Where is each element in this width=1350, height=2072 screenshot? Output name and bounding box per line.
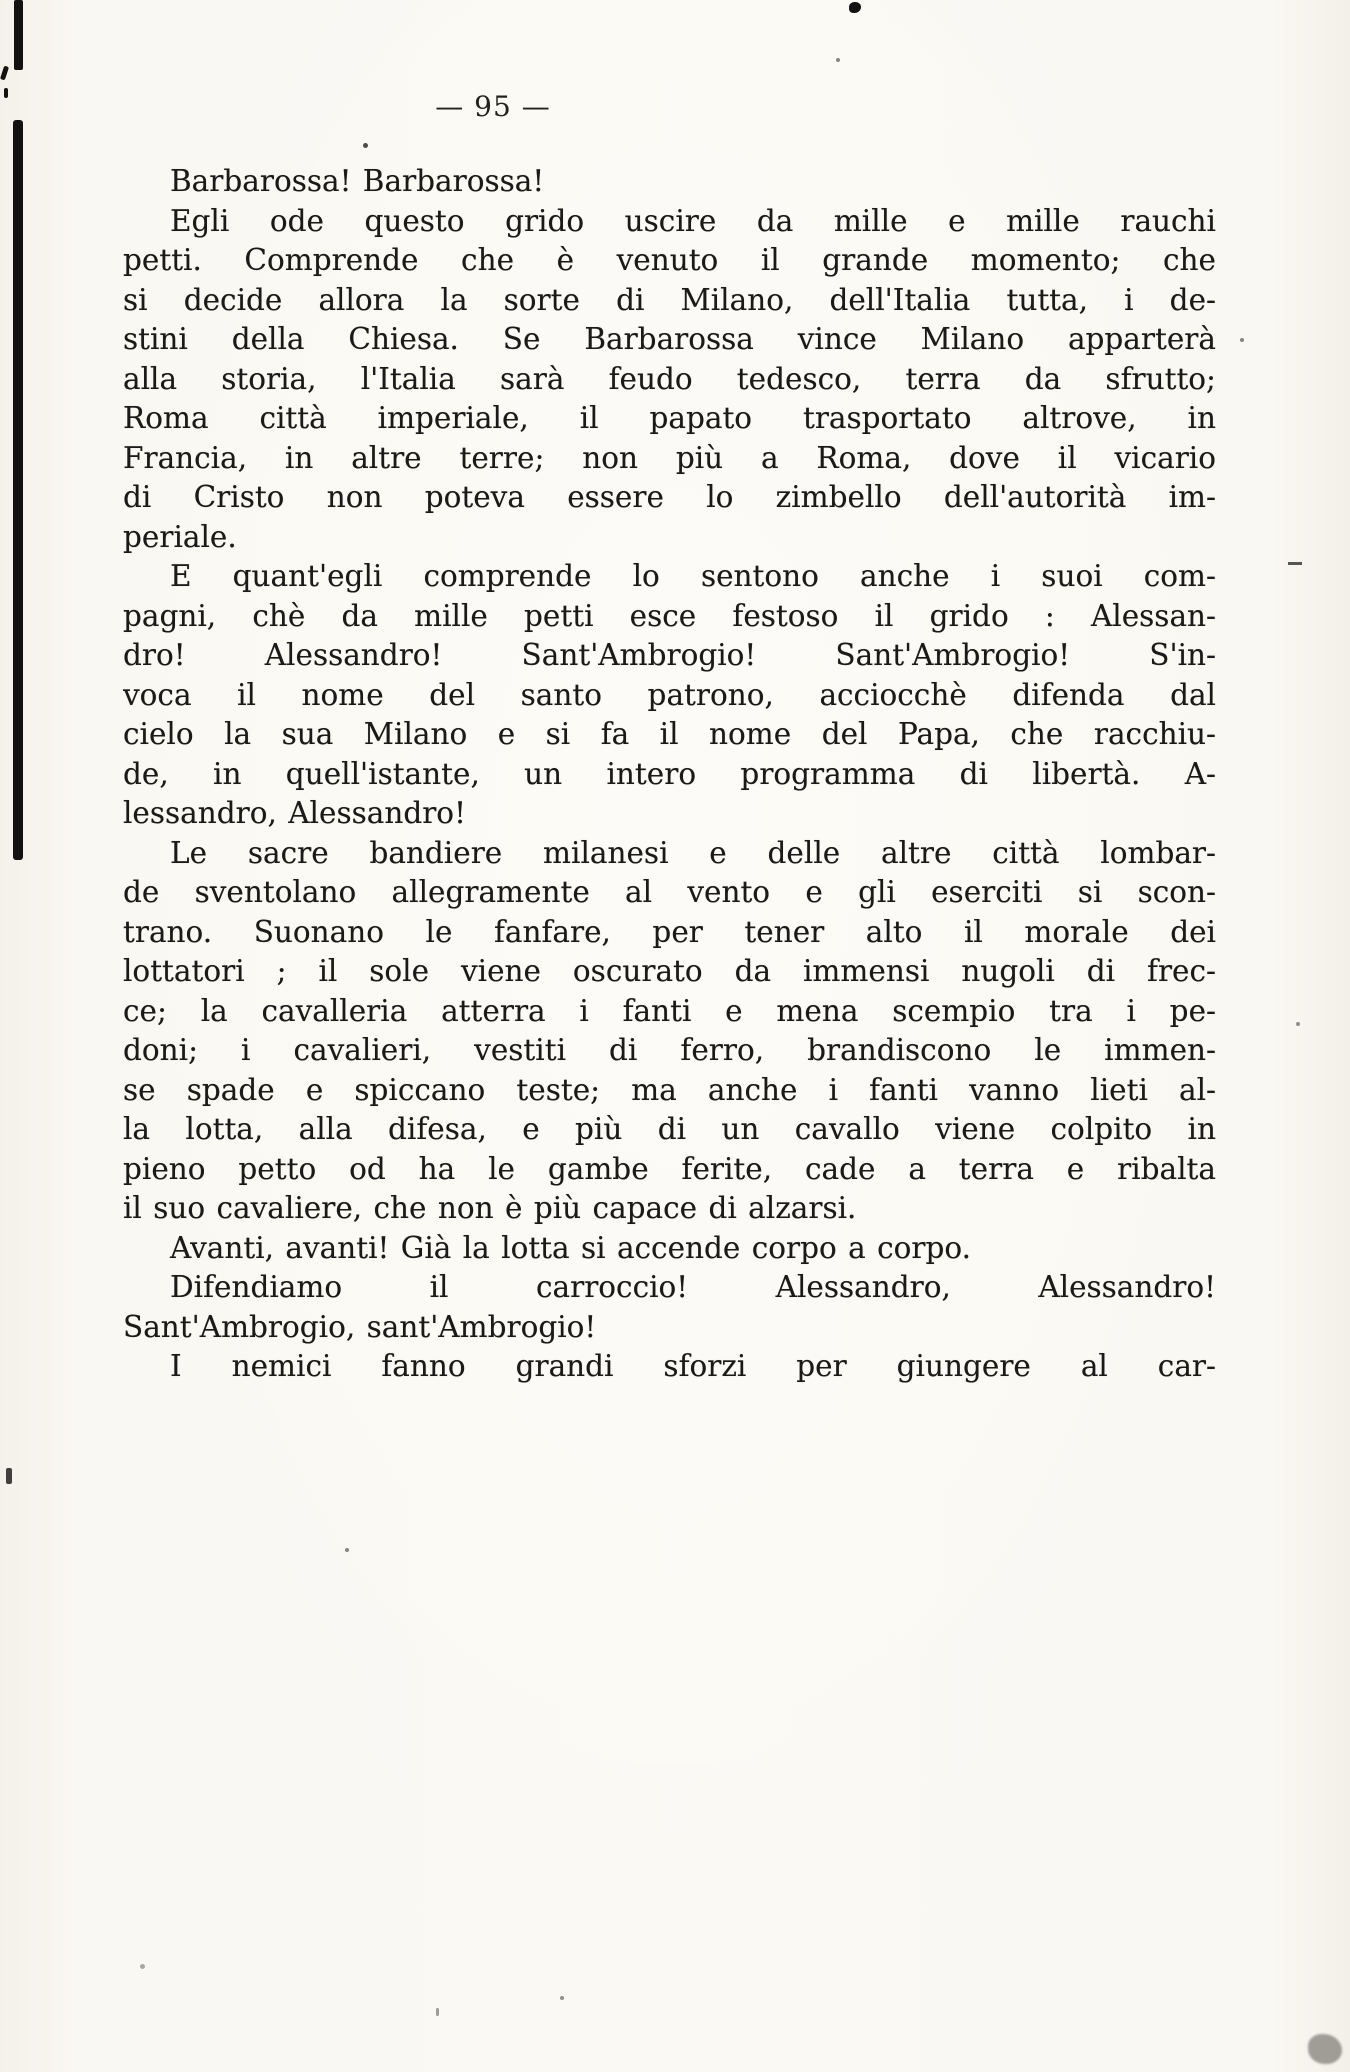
scan-speck-artifact — [6, 1468, 12, 1484]
text-line: trano. Suonano le fanfare, per tener alto il morale dei — [123, 914, 1216, 949]
text-line: doni; i cavalieri, vestiti di ferro, brandiscono le immen- — [123, 1033, 1216, 1067]
text-line: cielo la sua Milano e si fa il nome del Papa, che racchiu- — [123, 717, 1216, 751]
scan-speck-artifact — [0, 66, 9, 81]
scan-speck-artifact — [1288, 562, 1302, 565]
text-line: la lotta, alla difesa, e più di un cavallo viene colpito in — [123, 1112, 1216, 1146]
text-line: il suo cavaliere, che non è più capace di alzarsi. — [123, 1191, 857, 1225]
page-number: — 95 — — [435, 90, 551, 123]
scan-speck-artifact — [436, 2008, 439, 2016]
text-line: Le sacre bandiere milanesi e delle altre città lombar- — [170, 835, 1216, 870]
page-text-block — [123, 162, 1216, 1387]
text-line: Egli ode questo grido uscire da mille e mille rauchi — [170, 203, 1216, 238]
text-line: pagni, chè da mille petti esce festoso il grido : Alessan- — [123, 598, 1216, 633]
text-line: Roma città imperiale, il papato trasportato altrove, in — [123, 401, 1216, 435]
text-line: lottatori ; il sole viene oscurato da immensi nugoli di frec- — [123, 954, 1216, 988]
text-line: ce; la cavalleria atterra i fanti e mena scempio tra i pe- — [123, 993, 1216, 1028]
text-line: Avanti, avanti! Già la lotta si accende corpo a corpo. — [170, 1230, 972, 1265]
text-line: lessandro, Alessandro! — [123, 796, 466, 830]
text-line: periale. — [123, 519, 237, 554]
text-line: de, in quell'istante, un intero programma di libertà. A- — [123, 756, 1216, 791]
text-line: Francia, in altre terre; non più a Roma, dove il vicario — [123, 440, 1216, 475]
scan-speck-artifact — [345, 1548, 349, 1552]
text-line: stini della Chiesa. Se Barbarossa vince Milano apparterà — [123, 322, 1216, 356]
scan-smudge-artifact — [1308, 2034, 1342, 2064]
scan-speck-artifact — [363, 143, 368, 148]
text-line: petti. Comprende che è venuto il grande momento; che — [123, 243, 1216, 277]
scan-edge-artifact — [13, 120, 23, 860]
scan-speck-artifact — [836, 58, 840, 62]
text-line: I nemici fanno grandi sforzi per giungere al car- — [170, 1349, 1216, 1383]
text-line: di Cristo non poteva essere lo zimbello dell'autorità im- — [123, 480, 1216, 514]
text-line: si decide allora la sorte di Milano, dell'Italia tutta, i de- — [123, 282, 1216, 317]
scan-speck-artifact — [4, 88, 8, 98]
scan-speck-artifact — [1296, 1022, 1300, 1026]
scan-speck-artifact — [1240, 338, 1244, 342]
scan-speck-artifact — [140, 1964, 145, 1969]
text-line: de sventolano allegramente al vento e gli eserciti si scon- — [123, 875, 1216, 909]
scan-speck-artifact — [560, 1996, 564, 2000]
text-line: se spade e spiccano teste; ma anche i fanti vanno lieti al- — [123, 1072, 1216, 1107]
scan-edge-artifact — [14, 0, 23, 70]
text-line: Sant'Ambrogio, sant'Ambrogio! — [123, 1309, 597, 1344]
text-line: dro! Alessandro! Sant'Ambrogio! Sant'Ambrogio! S'in- — [123, 638, 1216, 672]
text-line: E quant'egli comprende lo sentono anche i suoi com- — [170, 559, 1216, 593]
text-line: Barbarossa! Barbarossa! — [170, 164, 545, 198]
text-line: voca il nome del santo patrono, acciocchè difenda dal — [123, 677, 1216, 712]
text-line: Difendiamo il carroccio! Alessandro, Alessandro! — [170, 1270, 1216, 1304]
text-line: pieno petto od ha le gambe ferite, cade a terra e ribalta — [123, 1151, 1216, 1186]
text-line: alla storia, l'Italia sarà feudo tedesco, terra da sfrutto; — [123, 361, 1216, 396]
scan-speck-artifact — [849, 2, 861, 13]
